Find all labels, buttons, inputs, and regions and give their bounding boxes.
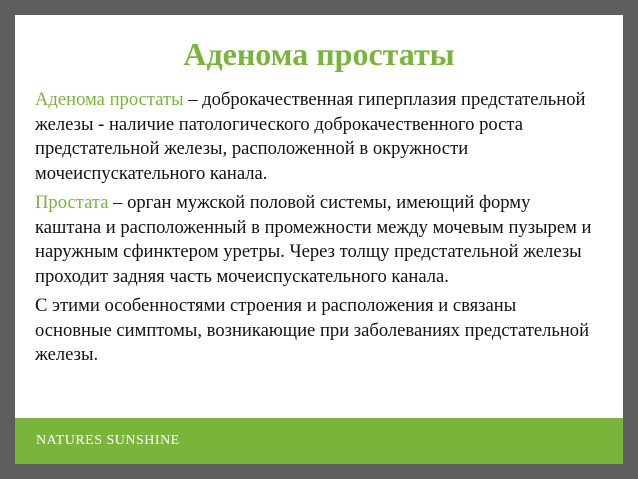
slide-body (35, 88, 595, 373)
paragraph-prostate-definition (35, 191, 595, 289)
paragraph-text: – орган мужской половой системы, имеющий форму каштана и расположенный в промежности между мочевым пузырем и наружным сфинктером уретры. Через толщу предстательной железы проходит задняя часть мочеиспускательного канала. (35, 192, 592, 287)
paragraph-adenoma-definition (35, 88, 595, 186)
paragraph-text: – доброкачественная гиперплазия предстательной железы - наличие патологического доброкачественного роста предстательной железы, расположенной в окружности мочеиспускательного канала. (35, 89, 586, 184)
paragraph-text: С этими особенностями строения и расположения и связаны основные симптомы, возникающие при заболеваниях предстательной железы. (35, 295, 590, 365)
term-prostate: Простата (35, 192, 109, 213)
term-adenoma: Аденома простаты (35, 89, 184, 110)
natures-sunshine-logo: NATURES SUNSHINE (36, 433, 180, 448)
paragraph-symptoms-note (35, 294, 595, 368)
slide-title: Аденома простаты (183, 36, 455, 72)
footer-bar (15, 418, 623, 464)
slide (15, 15, 623, 464)
